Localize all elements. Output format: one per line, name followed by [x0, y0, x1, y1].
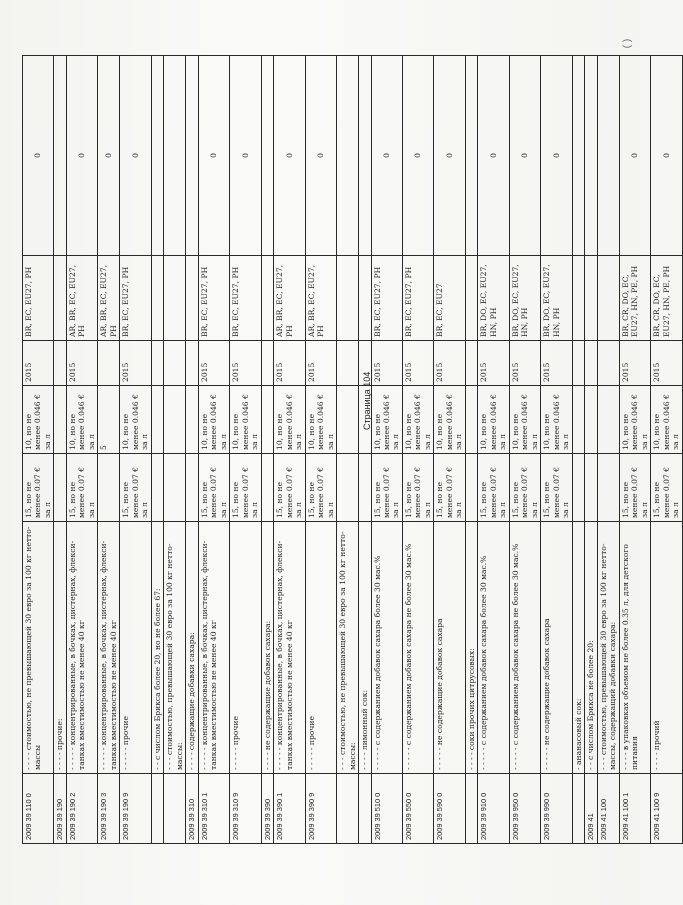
- reduced-rate-cell: [337, 386, 359, 454]
- year-cell: 2015: [66, 341, 97, 386]
- code-cell: 2009 39 990 0: [541, 774, 572, 844]
- reduced-rate-cell: 10, но не менее 0.046 € за л: [198, 386, 229, 454]
- table-body: [23, 56, 683, 844]
- description-cell: - - - стоимостью, не превышающей 30 евро за 100 кг нетто-массы:: [337, 522, 359, 774]
- rate-cell: 15, но не менее 0.07 € за л: [23, 454, 54, 522]
- rate-cell: [261, 454, 273, 522]
- code-cell: 2009 39 310 9: [230, 774, 261, 844]
- rate-cell: 15, но не менее 0.07 € за л: [509, 454, 540, 522]
- rate-cell: 15, но не менее 0.07 € за л: [274, 454, 305, 522]
- description-cell: - - - - не содержащие добавок сахара:: [261, 522, 273, 774]
- reduced-rate-cell: [572, 386, 584, 454]
- rate-cell: [186, 454, 198, 522]
- countries-cell: BR, DO, EC, EU27, HN, PH: [509, 256, 540, 341]
- final-rate-cell: [572, 56, 584, 256]
- rate-cell: [585, 454, 597, 522]
- tariff-table: [22, 55, 683, 844]
- description-cell: - - - - в упаковках объемом не более 0.35 л, для детского питания: [619, 522, 650, 774]
- rate-cell: 15, но не менее 0.07 € за л: [434, 454, 465, 522]
- countries-cell: AR, BR, EC, EU27, PH: [274, 256, 305, 341]
- table-row: [151, 56, 163, 844]
- year-cell: 2015: [198, 341, 229, 386]
- countries-cell: BR, CR, DO, EC, EU27, HN, PE, PH: [651, 256, 682, 341]
- rate-cell: 15, но не менее 0.07 € за л: [230, 454, 261, 522]
- description-cell: - - - - - концентрированные, в бочках, цистернах, флекси-танках вместимостью не менее 40 кг: [198, 522, 229, 774]
- reduced-rate-cell: 10, но не менее 0.046 € за л: [509, 386, 540, 454]
- year-cell: 2015: [230, 341, 261, 386]
- rate-cell: [98, 454, 120, 522]
- code-cell: 2009 39 190 2: [66, 774, 97, 844]
- countries-cell: AR, BR, EC, EU27, PH: [305, 256, 336, 341]
- description-cell: - - - - - концентрированные, в бочках, цистернах, флекси-танках вместимостью не менее 40 кг: [66, 522, 97, 774]
- description-cell: - - с числом Брикса не более 20:: [585, 522, 597, 774]
- year-cell: [186, 341, 198, 386]
- year-cell: 2015: [305, 341, 336, 386]
- year-cell: [54, 341, 66, 386]
- year-cell: 2015: [651, 341, 682, 386]
- final-rate-cell: [465, 56, 477, 256]
- code-cell: 2009 39 390 9: [305, 774, 336, 844]
- final-rate-cell: 0: [371, 56, 402, 256]
- rate-cell: 15, но не менее 0.07 € за л: [371, 454, 402, 522]
- countries-cell: [337, 256, 359, 341]
- rate-cell: [54, 454, 66, 522]
- description-cell: - - - стоимостью, превышающей 30 евро за 100 кг нетто-массы, содержащий добавки сахара:: [597, 522, 619, 774]
- final-rate-cell: 0: [274, 56, 305, 256]
- year-cell: 2015: [619, 341, 650, 386]
- final-rate-cell: 0: [509, 56, 540, 256]
- reduced-rate-cell: 10, но не менее 0.046 € за л: [371, 386, 402, 454]
- tariff-table-rotated: [22, 56, 681, 844]
- year-cell: 2015: [434, 341, 465, 386]
- table-row: [541, 56, 572, 844]
- description-cell: - - - стоимостью, превышающей 30 евро за 100 кг нетто-массы:: [164, 522, 186, 774]
- code-cell: 2009 39 950 0: [509, 774, 540, 844]
- countries-cell: AR, BR, EC, EU27, PH: [66, 256, 97, 341]
- code-cell: 2009 39 910 0: [478, 774, 509, 844]
- table-row: [402, 56, 433, 844]
- code-cell: 2009 39 310: [186, 774, 198, 844]
- code-cell: 2009 39 590 0: [434, 774, 465, 844]
- table-row: [120, 56, 151, 844]
- year-cell: [597, 341, 619, 386]
- table-row: [359, 56, 371, 844]
- rate-cell: 15, но не менее 0.07 € за л: [541, 454, 572, 522]
- description-cell: - - - - - концентрированные, в бочках, цистернах, флекси-танках вместимостью не менее 40 кг: [98, 522, 120, 774]
- reduced-rate-cell: [597, 386, 619, 454]
- rate-cell: 15, но не менее 0.07 € за л: [478, 454, 509, 522]
- final-rate-cell: 0: [478, 56, 509, 256]
- description-cell: - ананасовый сок:: [572, 522, 584, 774]
- final-rate-cell: 0: [619, 56, 650, 256]
- code-cell: 2009 41: [585, 774, 597, 844]
- reduced-rate-cell: [186, 386, 198, 454]
- rate-cell: [572, 454, 584, 522]
- code-cell: [164, 774, 186, 844]
- countries-cell: BR, EC, EU27, PH: [230, 256, 261, 341]
- countries-cell: [465, 256, 477, 341]
- countries-cell: BR, EC, EU27, PH: [198, 256, 229, 341]
- code-cell: 2009 39 390: [261, 774, 273, 844]
- description-cell: - - - - - концентрированные, в бочках, цистернах, флекси-танках вместимостью не менее 40 кг: [274, 522, 305, 774]
- code-cell: 2009 39 190 9: [120, 774, 151, 844]
- reduced-rate-cell: 10, но не менее 0.046 € за л: [66, 386, 97, 454]
- rate-cell: [337, 454, 359, 522]
- rate-cell: 15, но не менее 0.07 € за л: [120, 454, 151, 522]
- table-row: [597, 56, 619, 844]
- rate-cell: [164, 454, 186, 522]
- final-rate-cell: 0: [66, 56, 97, 256]
- reduced-rate-cell: 10, но не менее 0.046 € за л: [305, 386, 336, 454]
- reduced-rate-cell: [164, 386, 186, 454]
- reduced-rate-cell: 10, но не менее 0.046 € за л: [120, 386, 151, 454]
- reduced-rate-cell: [465, 386, 477, 454]
- final-rate-cell: 0: [541, 56, 572, 256]
- countries-cell: BR, EC, EU27, PH: [23, 256, 54, 341]
- countries-cell: BR, DO, EC, EU27, HN, PH: [541, 256, 572, 341]
- reduced-rate-cell: 10, но не менее 0.046 € за л: [651, 386, 682, 454]
- code-cell: 2009 39 550 0: [402, 774, 433, 844]
- countries-cell: [151, 256, 163, 341]
- description-cell: - - - - лимонный сок:: [359, 522, 371, 774]
- page-number: Страница 104: [362, 371, 372, 430]
- countries-cell: [572, 256, 584, 341]
- description-cell: - - - - - с содержанием добавок сахара более 30 мас.%: [371, 522, 402, 774]
- code-cell: [572, 774, 584, 844]
- description-cell: - - - - - с содержанием добавок сахара не более 30 мас.%: [402, 522, 433, 774]
- code-cell: 2009 41 100: [597, 774, 619, 844]
- table-row: [651, 56, 682, 844]
- year-cell: 2015: [274, 341, 305, 386]
- description-cell: - - - - прочий: [651, 522, 682, 774]
- reduced-rate-cell: 10, но не менее 0.046 € за л: [402, 386, 433, 454]
- countries-cell: [261, 256, 273, 341]
- description-cell: - - - - - прочие: [120, 522, 151, 774]
- countries-cell: BR, EC, EU27, PH: [120, 256, 151, 341]
- table-row: [230, 56, 261, 844]
- final-rate-cell: 0: [230, 56, 261, 256]
- table-row: [509, 56, 540, 844]
- table-row: [478, 56, 509, 844]
- countries-cell: BR, DO, EC, EU27, HN, PH: [478, 256, 509, 341]
- final-rate-cell: 0: [198, 56, 229, 256]
- table-row: [434, 56, 465, 844]
- rate-cell: 15, но не менее 0.07 € за л: [198, 454, 229, 522]
- rate-cell: [597, 454, 619, 522]
- countries-cell: BR, EC, EU27: [434, 256, 465, 341]
- countries-cell: [597, 256, 619, 341]
- year-cell: 2015: [509, 341, 540, 386]
- final-rate-cell: [151, 56, 163, 256]
- code-cell: 2009 39 390 1: [274, 774, 305, 844]
- countries-cell: BR, CR, DO, EC, EU27, HN, PE, PH: [619, 256, 650, 341]
- countries-cell: [164, 256, 186, 341]
- table-row: [261, 56, 273, 844]
- final-rate-cell: 0: [651, 56, 682, 256]
- final-rate-cell: 0: [402, 56, 433, 256]
- final-rate-cell: 0: [23, 56, 54, 256]
- final-rate-cell: [337, 56, 359, 256]
- table-row: [619, 56, 650, 844]
- code-cell: 2009 39 190: [54, 774, 66, 844]
- reduced-rate-cell: 10, но не менее 0.046 € за л: [23, 386, 54, 454]
- countries-cell: [186, 256, 198, 341]
- year-cell: [261, 341, 273, 386]
- code-cell: [151, 774, 163, 844]
- countries-cell: BR, EC, EU27, PH: [402, 256, 433, 341]
- final-rate-cell: [359, 56, 371, 256]
- rate-cell: 15, но не менее 0.07 € за л: [402, 454, 433, 522]
- table-row: [465, 56, 477, 844]
- rate-cell: 15, но не менее 0.07 € за л: [66, 454, 97, 522]
- description-cell: - - - - - с содержанием добавок сахара более 30 мас.%: [478, 522, 509, 774]
- countries-cell: AR, BR, EC, EU27, PH: [98, 256, 120, 341]
- year-cell: 2015: [120, 341, 151, 386]
- description-cell: - - - - - не содержащие добавок сахара: [541, 522, 572, 774]
- table-row: [66, 56, 97, 844]
- rate-cell: 15, но не менее 0.07 € за л: [651, 454, 682, 522]
- code-cell: [465, 774, 477, 844]
- edge-mark: ( ): [621, 38, 633, 49]
- description-cell: - - - - - не содержащие добавок сахара: [434, 522, 465, 774]
- description-cell: - - - - - прочие: [305, 522, 336, 774]
- year-cell: [572, 341, 584, 386]
- year-cell: 2015: [23, 341, 54, 386]
- code-cell: 2009 39 190 3: [98, 774, 120, 844]
- reduced-rate-cell: [151, 386, 163, 454]
- final-rate-cell: 0: [98, 56, 120, 256]
- description-cell: - - - - прочие:: [54, 522, 66, 774]
- table-row: [98, 56, 120, 844]
- table-row: [186, 56, 198, 844]
- countries-cell: [54, 256, 66, 341]
- description-cell: - - - - стоимостью, не превышающей 30 евро за 100 кг нетто-массы: [23, 522, 54, 774]
- year-cell: 2015: [371, 341, 402, 386]
- reduced-rate-cell: 10, но не менее 0.046 € за л: [274, 386, 305, 454]
- reduced-rate-cell: 10, но не менее 0.046 € за л: [230, 386, 261, 454]
- table-row: [305, 56, 336, 844]
- code-cell: 2009 39 310 1: [198, 774, 229, 844]
- description-cell: - - с числом Брикса более 20, но не более 67:: [151, 522, 163, 774]
- rate-cell: 15, но не менее 0.07 € за л: [619, 454, 650, 522]
- reduced-rate-cell: 10, но не менее 0.046 € за л: [434, 386, 465, 454]
- table-row: [572, 56, 584, 844]
- rate-cell: [359, 454, 371, 522]
- description-cell: - - - - - прочие: [230, 522, 261, 774]
- year-cell: [337, 341, 359, 386]
- year-cell: [465, 341, 477, 386]
- year-cell: [151, 341, 163, 386]
- final-rate-cell: 0: [305, 56, 336, 256]
- countries-cell: [585, 256, 597, 341]
- reduced-rate-cell: 5: [98, 386, 120, 454]
- reduced-rate-cell: [585, 386, 597, 454]
- final-rate-cell: 0: [434, 56, 465, 256]
- year-cell: 2015: [541, 341, 572, 386]
- rate-cell: [465, 454, 477, 522]
- code-cell: 2009 39 110 0: [23, 774, 54, 844]
- year-cell: [585, 341, 597, 386]
- final-rate-cell: [164, 56, 186, 256]
- final-rate-cell: [597, 56, 619, 256]
- table-row: [164, 56, 186, 844]
- year-cell: [164, 341, 186, 386]
- rate-cell: [151, 454, 163, 522]
- table-row: [371, 56, 402, 844]
- code-cell: [337, 774, 359, 844]
- code-cell: 2009 39 510 0: [371, 774, 402, 844]
- table-row: [54, 56, 66, 844]
- reduced-rate-cell: 10, но не менее 0.046 € за л: [478, 386, 509, 454]
- year-cell: 2015: [402, 341, 433, 386]
- description-cell: - - - - соки прочих цитрусовых:: [465, 522, 477, 774]
- final-rate-cell: [585, 56, 597, 256]
- reduced-rate-cell: [54, 386, 66, 454]
- table-row: [585, 56, 597, 844]
- year-cell: [98, 341, 120, 386]
- code-cell: [359, 774, 371, 844]
- table-row: [23, 56, 54, 844]
- code-cell: 2009 41 100 1: [619, 774, 650, 844]
- table-row: [337, 56, 359, 844]
- countries-cell: [359, 256, 371, 341]
- year-cell: 2015: [478, 341, 509, 386]
- rate-cell: 15, но не менее 0.07 € за л: [305, 454, 336, 522]
- reduced-rate-cell: 10, но не менее 0.046 € за л: [619, 386, 650, 454]
- final-rate-cell: [54, 56, 66, 256]
- countries-cell: BR, EC, EU27, PH: [371, 256, 402, 341]
- table-row: [274, 56, 305, 844]
- final-rate-cell: [261, 56, 273, 256]
- description-cell: - - - - - с содержанием добавок сахара не более 30 мас.%: [509, 522, 540, 774]
- final-rate-cell: [186, 56, 198, 256]
- reduced-rate-cell: 10, но не менее 0.046 € за л: [541, 386, 572, 454]
- reduced-rate-cell: [261, 386, 273, 454]
- final-rate-cell: 0: [120, 56, 151, 256]
- table-row: [198, 56, 229, 844]
- code-cell: 2009 41 100 9: [651, 774, 682, 844]
- description-cell: - - - - содержащие добавки сахара:: [186, 522, 198, 774]
